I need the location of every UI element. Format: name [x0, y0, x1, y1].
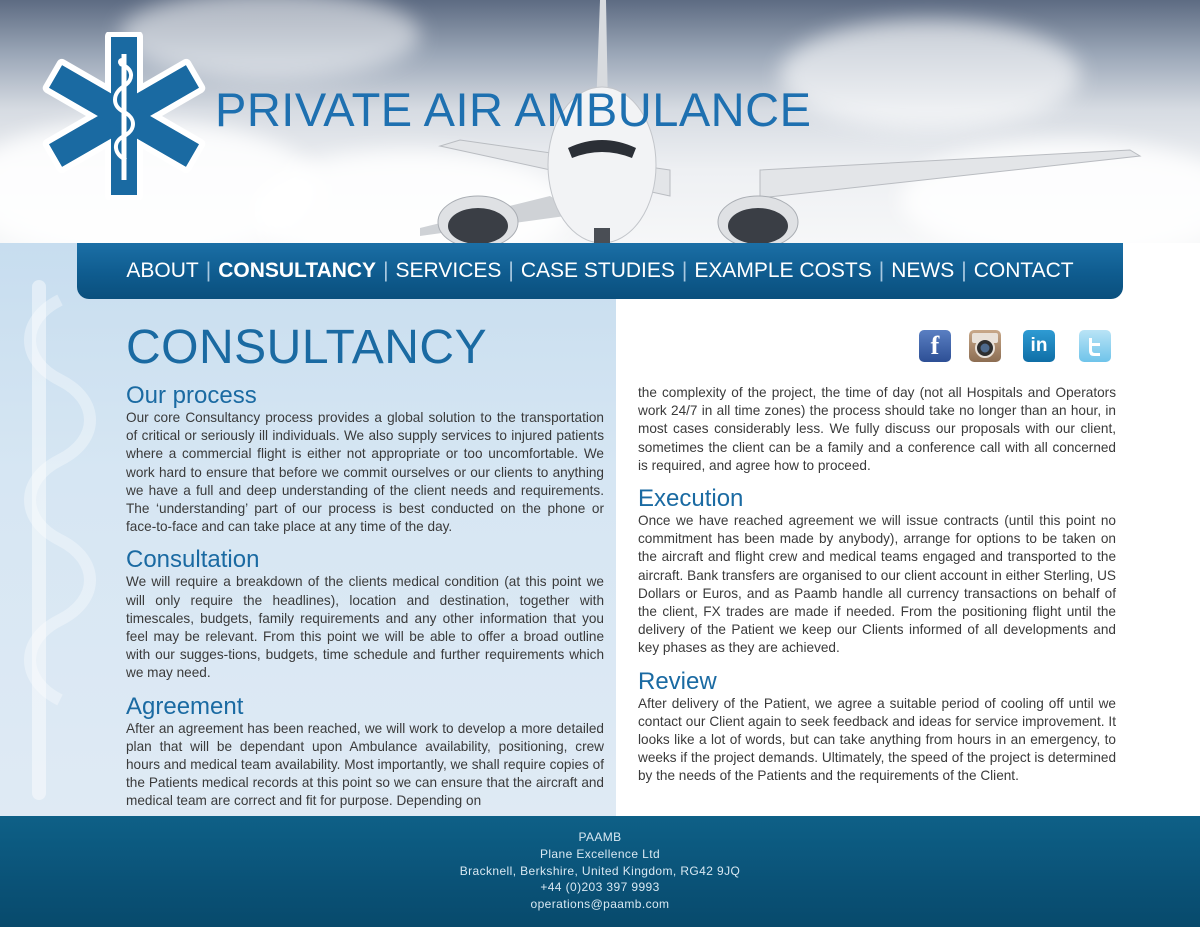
nav-separator: |	[205, 259, 212, 282]
page-title: CONSULTANCY	[126, 321, 488, 374]
nav-separator: |	[383, 259, 389, 282]
facebook-icon[interactable]	[919, 330, 951, 362]
nav-separator: |	[878, 259, 885, 282]
nav-item-example-costs[interactable]: EXAMPLE COSTS	[694, 259, 872, 282]
site-title[interactable]: PRIVATE AIR AMBULANCE	[215, 83, 812, 136]
section-heading-process: Our process	[126, 382, 257, 409]
section-text-review: After delivery of the Patient, we agree a suitable period of cooling off until we contact our Client again to seek feedback and ideas for service improvement. It looks like a lot of words, but can take anything from hours in an emergency, to weeks if the project demands. Ultimately, the speed of the project is determined by the needs of the Patients and the requirements of the Client.	[638, 695, 1116, 784]
content-column-left	[126, 322, 604, 811]
header-banner	[0, 0, 1200, 243]
section-text-agreement-continued: the complexity of the project, the time of day (not all Hospitals and Operators work 24/7 in all time zones) the process should take no longer than an hour, in most cases considerably less. We fully discuss our proposals with our client, sometimes the client can be a family and a conference call with all concerned is required, and agree how to proceed.	[638, 385, 1116, 473]
nav-separator: |	[961, 259, 967, 282]
section-text-agreement: After an agreement has been reached, we will work to develop a more detailed plan that will be dependant upon Ambulance availability, positioning, crew hours and medical team availability. Most importantly, we shall require copies of the Patients medical records at this point so we can ensure that the aircraft and medical team are correct and fit for purpose. Depending on	[126, 720, 604, 809]
footer-email-link[interactable]: operations@paamb.com	[530, 897, 670, 912]
star-of-life-icon	[36, 32, 212, 200]
nav-item-news[interactable]: NEWS	[891, 259, 955, 282]
section-heading-agreement: Agreement	[126, 692, 244, 720]
section-heading-execution: Execution	[638, 485, 744, 513]
nav-item-about[interactable]: ABOUT	[126, 259, 199, 282]
section-heading-review: Review	[638, 667, 717, 695]
facebook-glyph: f	[930, 331, 940, 360]
nav-separator: |	[508, 259, 514, 282]
footer-company-short: PAAMB	[578, 830, 622, 844]
content-column-right	[638, 384, 1116, 786]
section-heading-consultation: Consultation	[126, 546, 260, 574]
footer-address: Bracknell, Berkshire, United Kingdom, RG42 9JQ	[459, 863, 741, 878]
section-text-execution: Once we have reached agreement we will issue contracts (until this point no commitment has been made by anybody), arrange for options to be taken on the aircraft and flight crew and medical teams engaged and transported to the aircraft. Bank transfers are organised to our client account in either Sterling, US Dollars or Euros, and as Paamb handle all currency transactions on behalf of the client, FX trades are made if needed. From the positioning flight until the delivery of the Patient we keep our Clients informed of all developments and key phases as they are achieved.	[638, 513, 1116, 656]
instagram-icon[interactable]	[969, 330, 1001, 362]
footer-company-name: Plane Excellence Ltd	[539, 846, 661, 861]
section-text-process: Our core Consultancy process provides a global solution to the transportation of critical or seriously ill individuals. We also supply services to injured patients where a commercial flight is either not appropriate or too uncomfortable. We work hard to ensure that before we commit ourselves or our clients to anything we have a full and deep understanding of the client needs and requirements. The ‘understanding’ part of our process is best conducted on the phone or face-to-face and can take place at any time of the day.	[126, 410, 604, 535]
nav-item-case-studies[interactable]: CASE STUDIES	[520, 259, 675, 282]
nav-item-consultancy[interactable]: CONSULTANCY	[218, 259, 377, 282]
main-nav	[77, 243, 1123, 299]
nav-separator: |	[681, 259, 688, 282]
nav-item-services[interactable]: SERVICES	[395, 259, 502, 282]
section-text-consultation: We will require a breakdown of the clients medical condition (at this point we will only require the headlines), location and destination, together with timescales, budgets, family requirements and any other information that you feel may be relevant. From this point we will be able to offer a broad outline with our sugges-tions, budgets, time schedule and further requirements which we may need.	[126, 574, 604, 681]
bird-icon	[1079, 330, 1111, 362]
rod-of-asclepius-watermark	[0, 280, 120, 800]
nav-item-contact[interactable]: CONTACT	[973, 259, 1074, 282]
linkedin-glyph: in	[1030, 335, 1048, 356]
camera-icon	[969, 330, 1001, 362]
footer-phone[interactable]: +44 (0)203 397 9993	[540, 880, 660, 895]
linkedin-icon[interactable]	[1023, 330, 1055, 362]
footer	[0, 816, 1200, 927]
twitter-icon[interactable]	[1079, 330, 1111, 362]
